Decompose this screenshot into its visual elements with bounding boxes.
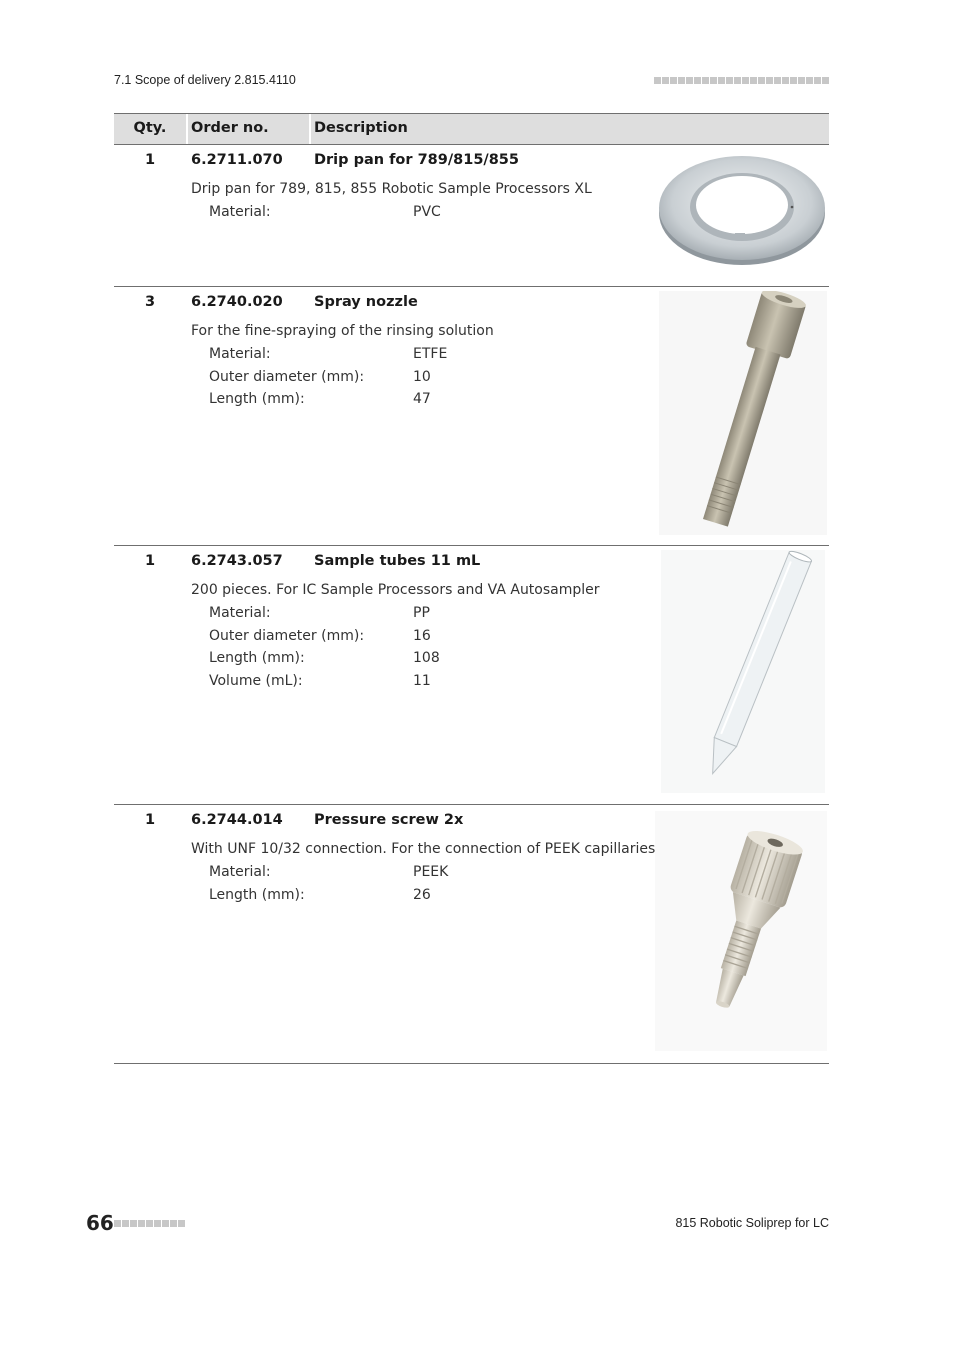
page-footer [86,1211,829,1237]
property [209,346,509,369]
property-label: Material: [209,864,271,880]
property [209,628,509,651]
row-qty: 1 [144,152,156,168]
row-name: Pressure screw 2x [314,812,464,828]
column-header-qty: Qty. [133,120,167,136]
property [209,391,509,414]
table-row [114,805,829,1064]
property [209,864,509,887]
property-list [209,605,509,695]
row-description: For the fine-spraying of the rinsing solution [191,323,494,339]
property-value: 11 [413,672,431,689]
row-name: Drip pan for 789/815/855 [314,152,519,168]
delivery-table [114,113,829,1064]
row-order-no: 6.2711.070 [191,152,283,168]
table-row [114,287,829,546]
property-value: 26 [413,886,431,903]
footer-decoration [114,1220,185,1227]
row-description: Drip pan for 789, 815, 855 Robotic Sample Processors XL [191,181,592,197]
property-label: Material: [209,605,271,621]
row-description: With UNF 10/32 connection. For the connection of PEEK capillaries [191,841,656,857]
drip-pan-picture [657,151,827,267]
pressure-screw-picture [655,811,827,1051]
property [209,605,509,628]
property [209,204,509,227]
property-label: Outer diameter (mm): [209,627,365,644]
property-label: Material: [209,204,271,220]
running-header [114,71,829,89]
property-value: 47 [413,391,431,407]
property-label: Volume (mL): [209,672,303,689]
row-order-no: 6.2743.057 [191,553,283,569]
property-label: Length (mm): [209,886,305,903]
property-list [209,864,509,909]
property-value: PVC [413,204,441,220]
row-order-no: 6.2744.014 [191,812,283,828]
property-value: ETFE [413,346,448,362]
property [209,887,509,910]
property-value: PP [413,605,430,621]
row-name: Sample tubes 11 mL [314,553,481,569]
property-label: Length (mm): [209,650,305,666]
property-value: PEEK [413,864,449,880]
row-qty: 1 [144,553,156,569]
property-list [209,346,509,414]
property-value: 16 [413,627,431,644]
table-header [114,113,829,145]
sample-tube-picture [661,550,825,793]
section-title: 7.1 Scope of delivery 2.815.4110 [114,73,296,87]
property-label: Material: [209,346,271,362]
row-name: Spray nozzle [314,294,418,310]
table-row [114,546,829,805]
header-decoration [654,77,829,84]
document-title: 815 Robotic Soliprep for LC [675,1216,829,1230]
property-value: 108 [413,650,440,666]
property [209,673,509,696]
table-row [114,145,829,287]
row-order-no: 6.2740.020 [191,294,283,310]
property-label: Outer diameter (mm): [209,368,365,385]
page-number: 66 [86,1211,114,1235]
row-description: 200 pieces. For IC Sample Processors and VA Autosampler [191,582,600,598]
spray-nozzle-picture [659,291,827,535]
row-qty: 3 [144,294,156,310]
property-list [209,204,509,227]
property [209,650,509,673]
row-qty: 1 [144,812,156,828]
property-label: Length (mm): [209,391,305,407]
property [209,369,509,392]
column-header-order: Order no. [191,120,269,136]
property-value: 10 [413,368,431,385]
column-header-description: Description [314,120,408,136]
